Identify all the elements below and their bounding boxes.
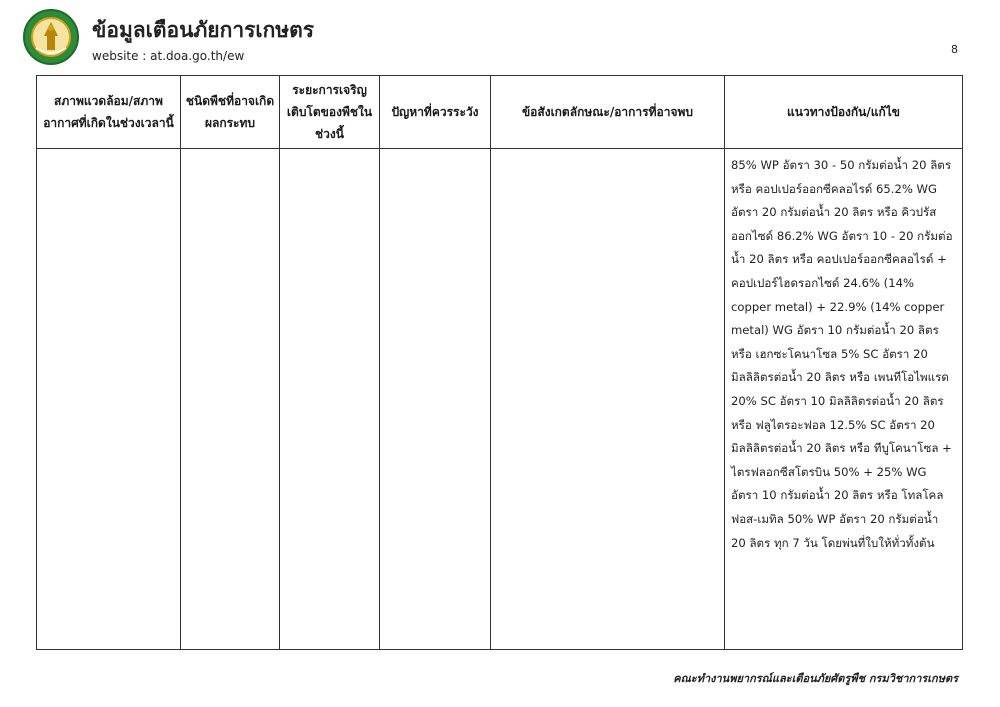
table-row bbox=[37, 149, 963, 650]
table-cell bbox=[280, 149, 380, 650]
warning-table bbox=[36, 75, 963, 650]
table-cell bbox=[181, 149, 280, 650]
website-url: website : at.doa.go.th/ew bbox=[92, 49, 245, 63]
table-cell bbox=[491, 149, 725, 650]
column-header-growth-stage: ระยะการเจริญเติบโตของพืชในช่วงนี้ bbox=[280, 76, 380, 149]
column-header-prevention: แนวทางป้องกัน/แก้ไข bbox=[725, 76, 963, 149]
table-cell bbox=[37, 149, 181, 650]
table-cell-prevention bbox=[725, 149, 963, 650]
footer-credit: คณะทำงานพยากรณ์และเตือนภัยศัตรูพืช กรมวิชาการเกษตร bbox=[673, 672, 958, 685]
table-header-row bbox=[37, 76, 963, 149]
column-header-problem: ปัญหาที่ควรระวัง bbox=[380, 76, 491, 149]
table-cell bbox=[380, 149, 491, 650]
page-number: 8 bbox=[951, 43, 958, 56]
department-logo bbox=[22, 8, 80, 66]
column-header-environment: สภาพแวดล้อม/สภาพอากาศที่เกิดในช่วงเวลานี้ bbox=[37, 76, 181, 149]
column-header-crop-type: ชนิดพืชที่อาจเกิดผลกระทบ bbox=[181, 76, 280, 149]
page-title: ข้อมูลเตือนภัยการเกษตร bbox=[92, 18, 315, 42]
prevention-text: 85% WP อัตรา 30 - 50 กรัมต่อน้ำ 20 ลิตร หรือ คอปเปอร์ออกซีคลอไรด์ 65.2% WG อัตรา 20 กรัมต่อน้ำ 20 ลิตร หรือ คิวปรัสออกไซด์ 86.2% WG อัตรา 10 - 20 กรัมต่อน้ำ 20 ลิตร หรือ คอปเปอร์ออกซีคลอไรด์ + คอปเปอร์ไฮดรอกไซด์ 24.6% (14% copper metal) + 22.9% (14% copper metal) WG อัตรา 10 กรัมต่อน้ำ 20 ลิตร หรือ เฮกซะโคนาโซล 5% SC อัตรา 20 มิลลิลิตรต่อน้ำ 20 ลิตร หรือ เพนทีโอไพแรด 20% SC อัตรา 10 มิลลิลิตรต่อน้ำ 20 ลิตร หรือ ฟลูไตรอะฟอล 12.5% SC อัตรา 20 มิลลิลิตรต่อน้ำ 20 ลิตร หรือ ทีบูโคนาโซล + ไตรฟลอกซีสโตรบิน 50% + 25% WG อัตรา 10 กรัมต่อน้ำ 20 ลิตร หรือ โทลโคลฟอส-เมทิล 50% WP อัตรา 20 กรัมต่อน้ำ 20 ลิตร ทุก 7 วัน โดยพ่นที่ใบให้ทั่วทั้งต้น bbox=[731, 158, 953, 550]
column-header-symptoms: ข้อสังเกตลักษณะ/อาการที่อาจพบ bbox=[491, 76, 725, 149]
